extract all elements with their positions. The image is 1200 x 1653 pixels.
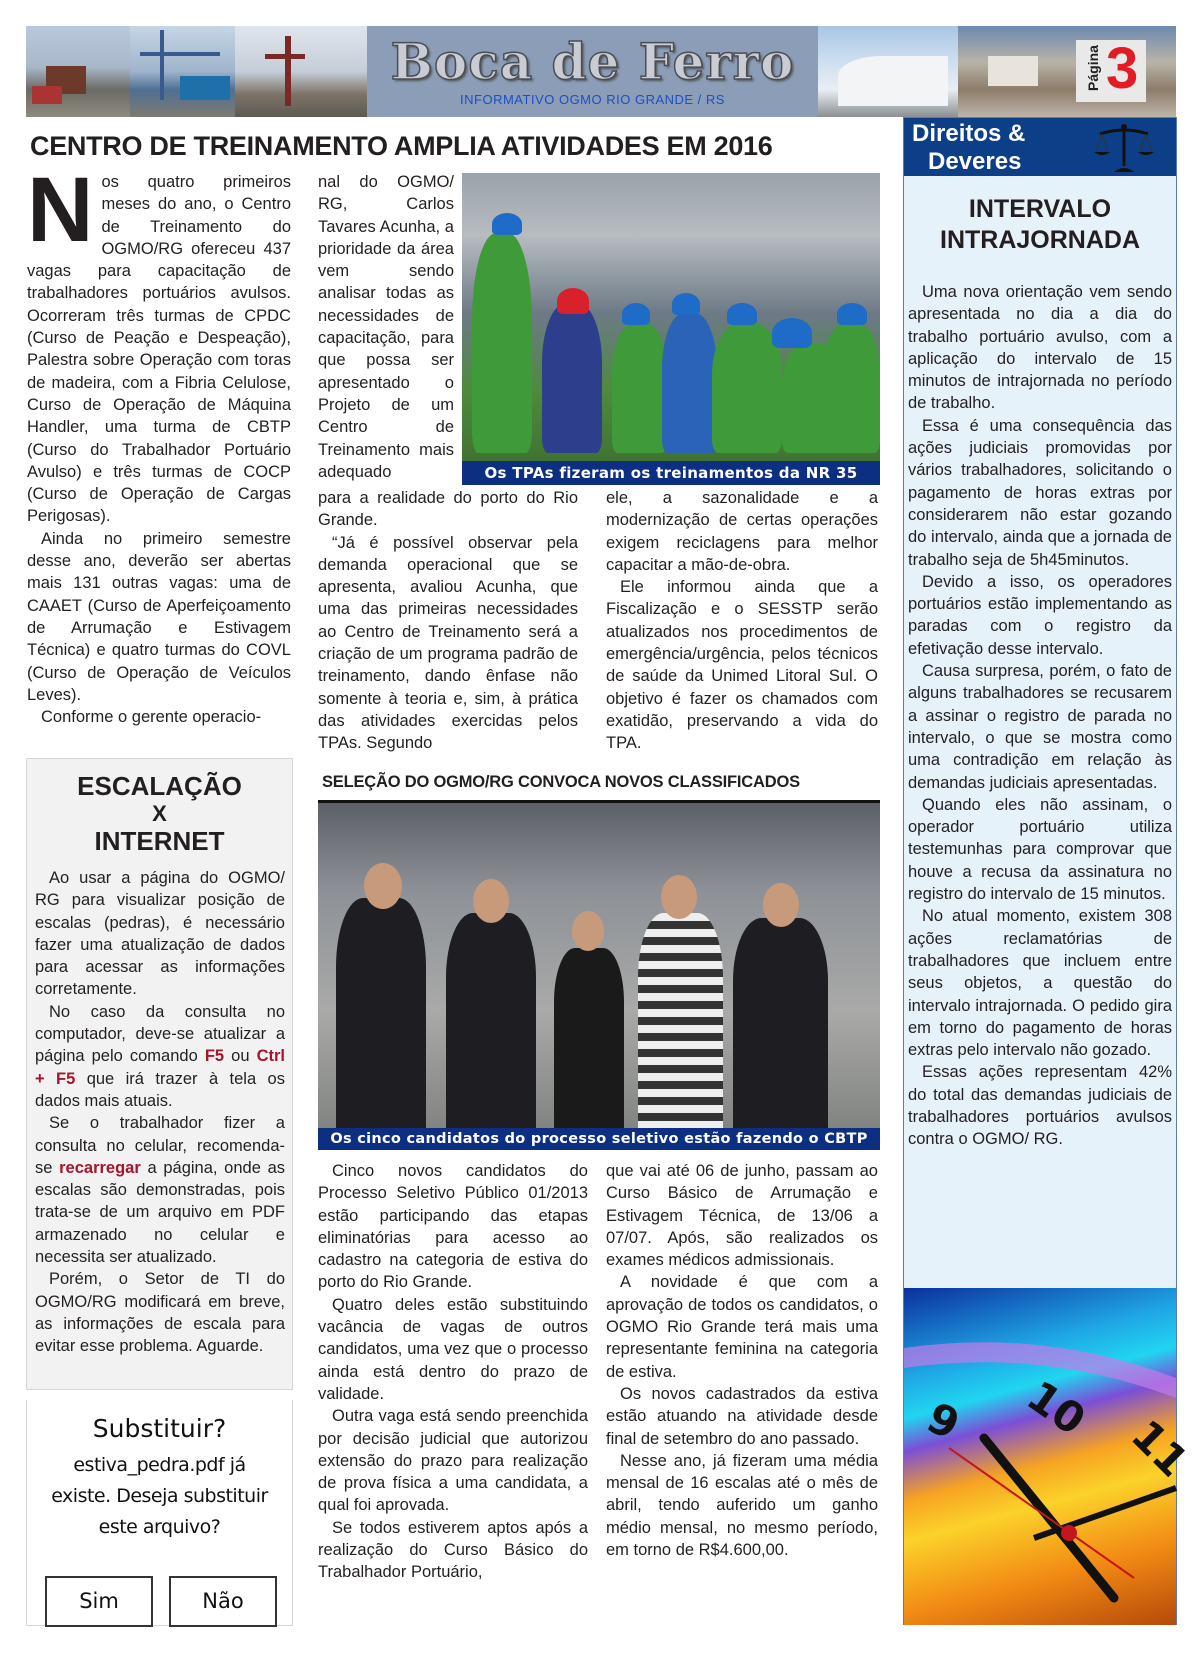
article-column-2-bottom [318, 487, 578, 755]
article-column-3 [606, 487, 878, 755]
paragraph: “Já é possível observar pela demanda operacional que se apresenta, avaliou Acunha, que uma das primeiras necessidades ao Centro de Treinamento será a criação de um programa padrão de treinamento, dando ênfase não somente à teoria e, sim, à prática das atividades exercidas pelos TPAs. Segundo [318, 533, 578, 753]
paragraph: No caso da consulta no computador, deve-se atualizar a página pelo comando F5 ou Ctrl + F5 que irá trazer à tela os dados mais atuais. [35, 1002, 285, 1110]
paragraph: Essa é uma consequência das ações judiciais promovidas por vários trabalhadores, solicitando o pagamento de horas extras por considerarem não estar gozando do intervalo, ainda que a jornada de trabalho seja de 5h45minutos. [908, 416, 1172, 569]
paragraph: A novidade é que com a aprovação de todos os candidatos, o OGMO Rio Grande terá mais uma representante feminina na categoria de estiva. [606, 1273, 878, 1381]
paragraph: Se todos estiverem aptos após a realização do Curso Básico do Trabalhador Portuário, [318, 1518, 588, 1582]
sidebar-header-title: Direitos & Deveres [912, 120, 1026, 175]
paragraph: Os novos cadastrados da estiva estão atuando na atividade desde final de setembro do ano passado. [606, 1384, 878, 1448]
paragraph: Quando eles não assinam, o operador portuário utiliza testemunhas para comprovar que houve a recusa da assinatura no registro do intervalo de 15 minutos. [908, 795, 1172, 904]
box-title-x: X [152, 801, 167, 826]
key-ctrl-f5: Ctrl + F5 [35, 1047, 285, 1088]
clock-number-9: 9 [919, 1392, 967, 1450]
article-column-1 [27, 159, 291, 728]
clock-face-icon [904, 1288, 1198, 1625]
training-photo [462, 173, 880, 485]
box-title-line1: ESCALAÇÃO [77, 771, 242, 801]
second-headline: SELEÇÃO DO OGMO/RG CONVOCA NOVOS CLASSIFICADOS [322, 773, 800, 791]
masthead [26, 26, 1176, 117]
no-button[interactable]: Não [169, 1576, 277, 1627]
box-title-line2: INTERNET [94, 826, 225, 856]
paragraph: Nos quatro primeiros meses do ano, o Centro de Treinamento do OGMO/RG ofereceu 437 vagas para capacitação de trabalhadores portuários avulsos. Ocorreram três turmas de CPDC (Curso de Peação e Despeação), Palestra sobre Operação com toras de madeira, com a Fibria Celulose, Curso de Operação de Máquina Handler, uma turma de CBTP (Curso do Trabalhador Portuário Avulso) e três turmas de COCP (Curso de Operação de Cargas Perigosas). [27, 159, 291, 526]
clock-number-11: 11 [1121, 1410, 1198, 1487]
candidates-photo [318, 800, 880, 1150]
paragraph: Quatro deles estão substituindo vacância de vagas de outros candidatos, uma vez que o processo ainda está dentro do prazo de validade. [318, 1295, 588, 1403]
paragraph: Essas ações representam 42% do total das demandas judiciais de trabalhadores portuários avulsos contra o OGMO/ RG. [908, 1063, 1172, 1149]
newsletter-subtitle: INFORMATIVO OGMO RIO GRANDE / RS [460, 92, 725, 107]
paragraph: para a realidade do porto do Rio Grande. [318, 489, 578, 530]
paragraph: Causa surpresa, porém, o fato de alguns trabalhadores se recusarem a assinar o registro de parada no intervalo, o que se mostra como uma contradição em relação às demandas judiciais apresentadas. [908, 662, 1172, 792]
port-photo-ship [26, 26, 130, 117]
scales-of-justice-icon [1094, 122, 1154, 174]
port-photo-crane [130, 26, 235, 117]
paragraph: Se o trabalhador fizer a consulta no celular, recomenda-se recarregar a página, onde as escalas são demonstradas, pois trata-se de um arquivo em PDF armazenado no celular e necessita ser atualizado. [35, 1114, 285, 1267]
replace-file-dialog [26, 1400, 293, 1626]
clock-number-10: 10 [1018, 1371, 1095, 1445]
article2-column-1 [318, 1160, 588, 1584]
paragraph: Porém, o Setor de TI do OGMO/RG modificará em breve, as informações de escala para evitar esse problema. Aguarde. [35, 1270, 285, 1356]
direitos-deveres-sidebar [903, 117, 1198, 1625]
yes-button[interactable]: Sim [45, 1576, 153, 1627]
photo-caption: Os cinco candidatos do processo seletivo estão fazendo o CBTP [318, 1128, 880, 1150]
article-column-2-top [318, 171, 454, 483]
highlight-recarregar: recarregar [59, 1158, 141, 1177]
dialog-title: Substituir? [92, 1414, 227, 1443]
dialog-buttons [45, 1576, 277, 1628]
paragraph: No atual momento, existem 308 ações reclamatórias de trabalhadores que incluem entre seus objetos, a questão do intervalo intrajornada. O pedido gira em torno do pagamento de horas extras pelo intervalo não gozado. [908, 907, 1172, 1060]
sidebar-header [904, 118, 1176, 176]
photo-caption: Os TPAs fizeram os treinamentos da NR 35 [462, 461, 880, 485]
paragraph: Uma nova orientação vem sendo apresentada no dia a dia do trabalho portuário avulso, com a aplicação do intervalo de 15 minutos de intrajornada no período de trabalho. [908, 283, 1172, 413]
dialog-message: estiva_pedra.pdf já existe. Deseja substituir este arquivo? [51, 1454, 268, 1538]
sidebar-text [908, 281, 1172, 1151]
paragraph: ele, a sazonalidade e a modernização de certas operações exigem reciclagens para melhor capacitar a mão-de-obra. [606, 489, 878, 574]
paragraph: Outra vaga está sendo preenchida por decisão judicial que autorizou extensão do prazo para realização de prova física a uma candidata, a qual foi aprovada. [318, 1407, 588, 1515]
masthead-title-area [367, 26, 818, 117]
escalacao-internet-box [26, 758, 293, 1390]
paragraph: Nesse ano, já fizeram uma média mensal de 16 escalas até o mês de abril, tendo auferido um ganho médio mensal, no mesmo período, em torno de R$4.600,00. [606, 1451, 878, 1560]
drop-cap: N [27, 159, 94, 261]
port-photo-red-crane [235, 26, 367, 117]
main-headline: CENTRO DE TREINAMENTO AMPLIA ATIVIDADES EM 2016 [30, 131, 773, 161]
sidebar-title: INTERVALO INTRAJORNADA [940, 195, 1140, 254]
paragraph: Conforme o gerente operacio- [41, 708, 262, 727]
page-label: Página [1085, 45, 1101, 91]
clock-image [904, 1288, 1198, 1625]
paragraph: Cinco novos candidatos do Processo Seletivo Público 01/2013 estão participando das etapas eliminatórias para acesso ao cadastro na categoria de estiva do porto do Rio Grande. [318, 1162, 588, 1292]
page-number: 3 [1106, 36, 1139, 101]
box-text [35, 867, 285, 1358]
page-number-badge [1076, 36, 1146, 102]
paragraph: que vai até 06 de junho, passam ao Curso Básico de Arrumação e Estivagem Técnica, de 13/06 a 07/07. Após, são realizados os exames médicos admissionais. [606, 1162, 878, 1270]
cruise-ship-photo [818, 26, 958, 117]
paragraph: Ele informou ainda que a Fiscalização e o SESSTP serão atualizados nos procedimentos de emergência/urgência, pelos técnicos de saúde da Unimed Litoral Sul. O objetivo é fazer os chamados com exatidão, preservando a vida do TPA. [606, 578, 878, 753]
paragraph: nal do OGMO/ RG, Carlos Tavares Acunha, a prioridade da área vem sendo analisar todas as necessidades de capacitação, para que possa ser apresentado o Projeto de um Centro de Treinamento mais adequado [318, 173, 454, 481]
paragraph: Ao usar a página do OGMO/ RG para visualizar posição de escalas (pedras), é necessário fazer uma atualização de dados para acessar as informações corretamente. [35, 869, 285, 999]
article2-column-2 [606, 1160, 878, 1561]
key-f5: F5 [204, 1047, 225, 1066]
newsletter-title: Boca de Ferro [390, 32, 795, 91]
paragraph: Ainda no primeiro semestre desse ano, deverão ser abertas mais 131 outras vagas: uma de CAAET (Curso de Aperfeiçoamento de Arrumação e Estivagem Técnica) e quatro turmas do COVL (Curso de Operação de Veículos Leves). [27, 529, 291, 704]
paragraph: Devido a isso, os operadores portuários estão implementando as paradas com o registro da efetivação desse intervalo. [908, 572, 1172, 658]
